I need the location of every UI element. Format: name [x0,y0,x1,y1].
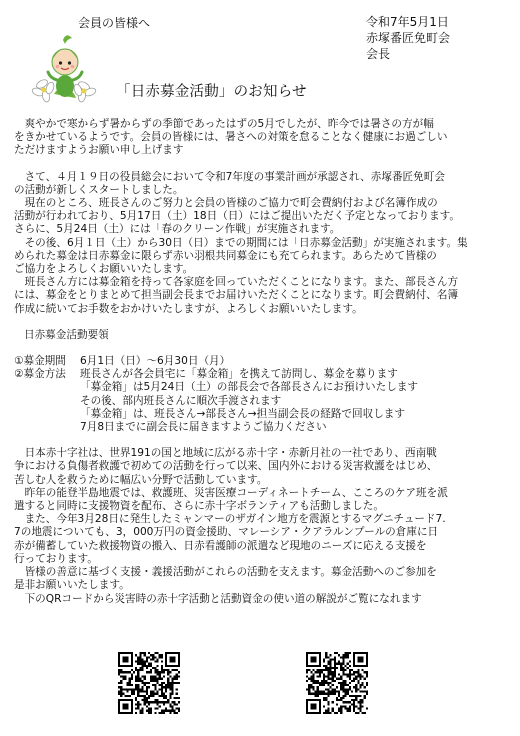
mascot-illustration [30,34,100,106]
redcross-line: また、今年3月28日に発生したミャンマーのザガイン地方を震源とするマグニチュード7. [14,513,446,526]
intro-line: 爽やかで寒からず暑からずの季節であったはずの5月でしたが、昨今では暑さの方が幅 [14,118,434,130]
issuer-role: 会長 [366,47,391,61]
qr-code-fund-usage[interactable] [306,652,368,714]
method-line: 班長さんが各会員宅に「募金箱」を携えて訪問し、募金を募ります [80,368,398,381]
issuer-block [366,14,450,62]
method-line: その後、部内班長さんに順次手渡されます [80,394,282,407]
redcross-line: 下のQRコードから災害時の赤十字活動と活動資金の使い道の解説がご覧になれます [14,592,422,605]
method-line: 「募金箱」は5月24日（土）の部長会で各部長さんにお預けいたします [80,381,419,394]
method-line: 7月8日までに副会長に届きますようご協力ください [80,421,327,434]
guideline-list [14,355,510,434]
redcross-line: 苦しむ人を救うために幅広い分野で活動しています。 [14,473,268,486]
intro-line: をきかせているようです。会員の皆様には、暑さへの対策を怠ることなく健康にお過ごしい [14,131,448,144]
section-line: さらに、5月24日（土）には「春のクリーン作戦」が実施されます。 [14,223,341,236]
section-line: 活動が行われており、5月17日（土）18日（日）にはご提出いただく予定となっております。 [14,210,461,223]
section-line: 班長さん方には募金箱を持って各家庭を回っていただくことになります。また、部長さん方 [14,276,459,289]
issue-date: 令和7年5月1日 [366,15,449,29]
section-line: の活動が新しくスタートしました。 [14,183,184,196]
period-value: 6月1日（日）～6月30日（月） [80,355,231,368]
qr-code-icon [118,652,180,714]
redcross-line: 7の地震についても、3，000万円の資金援助、マレーシア・クアラルンプールの倉庫に日 [14,526,439,539]
qr-code-disaster-activity[interactable] [118,652,180,714]
redcross-line: 行っております。 [14,552,98,565]
salutation: 会員の皆様へ [78,16,151,30]
guideline-period-row [14,355,510,368]
section-line: ご協力をよろしくお願いいたします。 [14,263,194,276]
qr-code-icon [306,652,368,714]
period-label: ①募金期間 [14,355,66,368]
redcross-line: 赤が備蓄していた救援物資の搬入、日赤看護師の派遣など現地のニーズに応える支援を [14,539,427,552]
section-line: められた募金は日赤募金に限らず赤い羽根共同募金にも充てられます。あらためて皆様の [14,249,437,262]
redcross-line: 争における負傷者救護で初めての活動を行って以来、国内外における災害救護をはじめ、 [14,460,438,473]
method-label: ②募金方法 [14,368,66,381]
guideline-method-row [14,368,510,381]
notice-body [14,118,510,606]
method-line: 「募金箱」は、班長さん→部長さん→担当副会長の経路で回収します [80,407,405,420]
section-line: 作成に続いてお手数をおかけいたしますが、よろしくお願いいたします。 [14,302,363,315]
section-line: 現在のところ、班長さんのご努力と会員の皆様のご協力で町会費納付および名簿作成の [14,197,438,210]
section-line: その後、6月１日（土）から30日（日）までの期間には「日赤募金活動」が実施されます。集 [14,236,468,249]
redcross-line: 是非お願いいたします。 [14,579,130,592]
section-line: さて、４月１９日の役員総会において令和7年度の事業計画が承認され、赤塚番匠免町会 [14,170,445,183]
redcross-line: 遣すると同時に支援物資を配布、さらに赤十字ボランティアも活動しました。 [14,500,384,513]
redcross-line: 昨年の能登半島地震では、救護班、災害医療コーディネートチーム、こころのケア班を派 [14,486,448,499]
intro-line: ただけますようお願い申し上げます [14,144,184,157]
notice-title: 「日赤募金活動」のお知らせ [116,84,307,100]
redcross-line: 皆様の善意に基づく支援・義援活動がこれらの活動を支えます。募金活動へのご参加を [14,566,437,579]
guideline-title: 日赤募金活動要領 [24,328,109,341]
redcross-line: 日本赤十字社は、世界191の国と地域に広がる赤十字・赤新月社の一社であり、西南戦 [14,447,437,460]
organization-name: 赤塚番匠免町会 [366,31,451,45]
section-line: には、募金をとりまとめて担当副会長までお届けいただくことになります。町会費納付、名簿 [14,289,459,302]
